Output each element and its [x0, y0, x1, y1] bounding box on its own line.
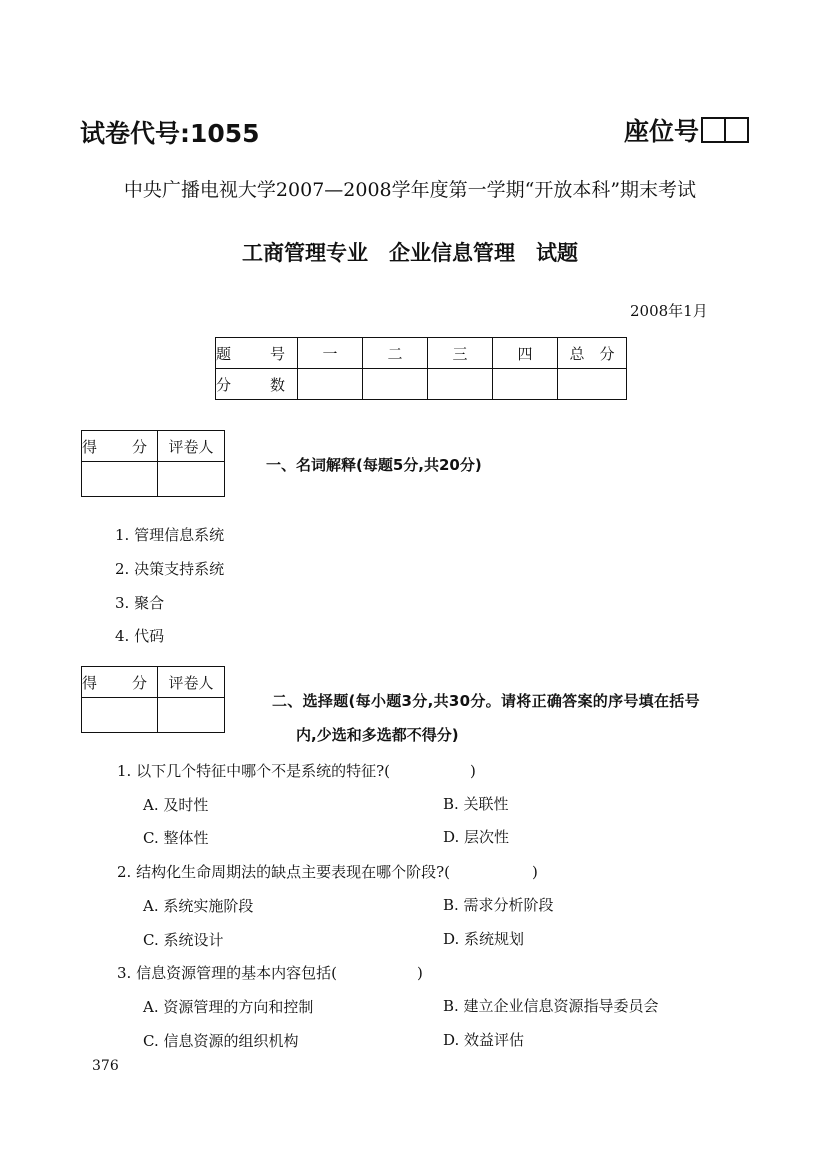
grader-box [81, 430, 225, 497]
score-label: 得 分 [82, 667, 158, 698]
question [117, 760, 476, 781]
score-table-blank-cell [428, 369, 493, 400]
exam-title: 工商管理专业 企业信息管理 试题 [242, 241, 578, 265]
option: D. 层次性 [443, 828, 510, 846]
option: C. 整体性 [143, 829, 209, 847]
seat-box [701, 117, 726, 143]
score-table-blank-cell [298, 369, 363, 400]
option: A. 资源管理的方向和控制 [143, 998, 314, 1016]
score-table-blank-cell [363, 369, 428, 400]
seat-boxes [701, 117, 749, 143]
option: C. 信息资源的组织机构 [143, 1032, 299, 1050]
score-table-header-row [216, 338, 627, 369]
score-blank [82, 462, 158, 497]
exam-date: 2008年1月 [630, 302, 708, 320]
seat-box [726, 117, 749, 143]
question-stem: 1. 以下几个特征中哪个不是系统的特征?( [117, 762, 390, 780]
question-stem: 2. 结构化生命周期法的缺点主要表现在哪个阶段?( [117, 863, 450, 881]
section-heading: 一、名词解释(每题5分,共20分) [266, 456, 482, 474]
score-table-cell: 三 [428, 338, 493, 369]
score-table-cell: 二 [363, 338, 428, 369]
exam-line: 中央广播电视大学2007—2008学年度第一学期“开放本科”期末考试 [123, 179, 697, 201]
term-item: 4. 代码 [115, 627, 165, 645]
score-blank [82, 698, 158, 733]
grader-blank [158, 698, 225, 733]
page-number: 376 [92, 1058, 119, 1074]
score-table-cell: 四 [493, 338, 558, 369]
term-item: 2. 决策支持系统 [115, 560, 225, 578]
section-heading-continued: 内,少选和多选都不得分) [296, 726, 459, 744]
grader-label: 评卷人 [158, 431, 225, 462]
answer-paren-close: ) [416, 964, 423, 982]
term-item: 1. 管理信息系统 [115, 526, 225, 544]
answer-paren-close: ) [531, 863, 538, 881]
score-table [215, 337, 627, 400]
option: A. 系统实施阶段 [143, 897, 254, 915]
option: D. 效益评估 [443, 1031, 525, 1049]
answer-paren-close: ) [469, 762, 476, 780]
score-table-score-row [216, 369, 627, 400]
score-table-cell: 一 [298, 338, 363, 369]
score-table-blank-cell [493, 369, 558, 400]
question [117, 861, 538, 882]
option: B. 关联性 [443, 795, 509, 813]
score-table-cell: 分 数 [216, 369, 298, 400]
option: A. 及时性 [143, 796, 209, 814]
grader-box [81, 666, 225, 733]
score-table-cell: 总 分 [558, 338, 627, 369]
question-stem: 3. 信息资源管理的基本内容包括( [117, 964, 337, 982]
question [117, 962, 423, 983]
score-table-cell: 题 号 [216, 338, 298, 369]
score-label: 得 分 [82, 431, 158, 462]
grader-label: 评卷人 [158, 667, 225, 698]
term-item: 3. 聚合 [115, 594, 165, 612]
section-heading: 二、选择题(每小题3分,共30分。请将正确答案的序号填在括号 [272, 692, 700, 710]
option: B. 需求分析阶段 [443, 896, 554, 914]
grader-blank [158, 462, 225, 497]
score-table-blank-cell [558, 369, 627, 400]
option: B. 建立企业信息资源指导委员会 [443, 997, 659, 1015]
option: C. 系统设计 [143, 931, 224, 949]
seat-label: 座位号 [624, 117, 700, 146]
paper-code: 试卷代号:1055 [80, 119, 260, 148]
option: D. 系统规划 [443, 930, 525, 948]
seat-number [624, 112, 749, 148]
